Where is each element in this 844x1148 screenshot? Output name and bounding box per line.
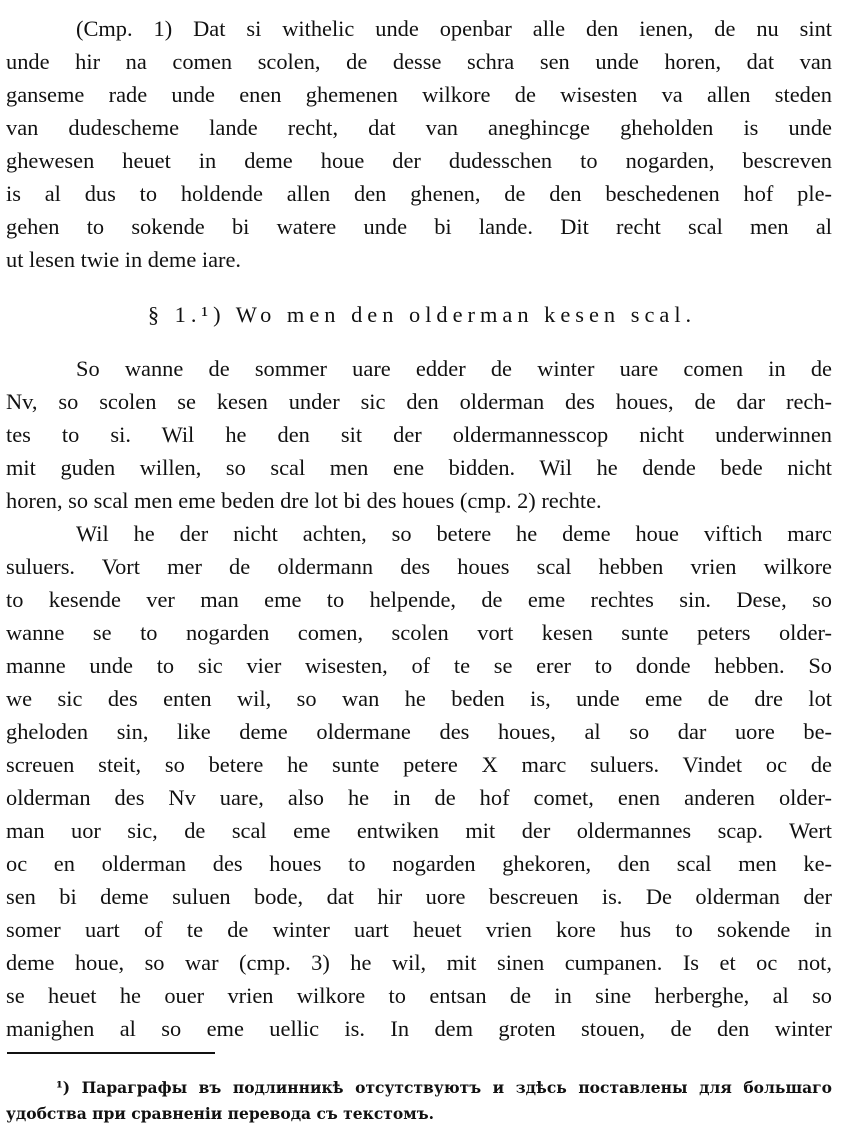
body-line: unde hir na comen scolen, de desse schra sen unde horen, dat van	[6, 49, 832, 74]
body-line: van dudescheme lande recht, dat van aneghincge gheholden is unde	[6, 115, 832, 140]
paragraph-line: somer uart of te de winter uart heuet vrien kore hus to sokende in	[6, 917, 832, 942]
body-line: ganseme rade unde enen ghemenen wilkore de wisesten va allen steden	[6, 82, 832, 107]
section-heading: § 1.¹) Wo men den olderman kesen scal.	[147, 302, 697, 327]
paragraph-line: manne unde to sic vier wisesten, of te se erer to donde hebben. So	[6, 653, 832, 678]
body-line: (Cmp. 1) Dat si withelic unde openbar alle den ienen, de nu sint	[76, 16, 832, 41]
paragraph-line: man uor sic, de scal eme entwiken mit der oldermannes scap. Wert	[6, 818, 832, 843]
paragraph-line: olderman des Nv uare, also he in de hof comet, enen anderen older-	[6, 785, 832, 810]
body-line: gehen to sokende bi watere unde bi lande. Dit recht scal men al	[6, 214, 832, 239]
body-line: is al dus to holdende allen den ghenen, de den beschedenen hof ple-	[6, 181, 832, 206]
paragraph-line: deme houe, so war (cmp. 3) he wil, mit sinen cumpanen. Is et oc not,	[6, 950, 832, 975]
footnote-line: ¹) Параграфы въ подлинникѣ отсутствуютъ и здѣсь поставлены для большаго	[56, 1078, 832, 1097]
body-line: ut lesen twie in deme iare.	[6, 247, 242, 272]
paragraph-line: wanne se to nogarden comen, scolen vort kesen sunte peters older-	[6, 620, 832, 645]
body-line: ghewesen heuet in deme houe der dudesschen to nogarden, bescreven	[6, 148, 832, 173]
paragraph-line: tes to si. Wil he den sit der oldermannesscop nicht underwinnen	[6, 422, 832, 447]
paragraph-line: oc en olderman des houes to nogarden ghekoren, den scal men ke-	[6, 851, 832, 876]
paragraph-line: to kesende ver man eme to helpende, de eme rechtes sin. Dese, so	[6, 587, 832, 612]
paragraph-line: suluers. Vort mer de oldermann des houes scal hebben vrien wilkore	[6, 554, 832, 579]
paragraph-line: we sic des enten wil, so wan he beden is, unde eme de dre lot	[6, 686, 832, 711]
paragraph-line: manighen al so eme uellic is. In dem groten stouen, de den winter	[6, 1016, 832, 1041]
footnote-rule	[7, 1052, 215, 1054]
paragraph-line: horen, so scal men eme beden dre lot bi des houes (cmp. 2) rechte.	[6, 488, 602, 513]
paragraph-line: screuen steit, so betere he sunte petere X marc suluers. Vindet oc de	[6, 752, 832, 777]
paragraph-line: Nv, so scolen se kesen under sic den olderman des houes, de dar rech-	[6, 389, 832, 414]
paragraph-line: So wanne de sommer uare edder de winter uare comen in de	[76, 356, 832, 381]
paragraph-line: Wil he der nicht achten, so betere he deme houe viftich marc	[76, 521, 832, 546]
paragraph-line: gheloden sin, like deme oldermane des houes, al so dar uore be-	[6, 719, 832, 744]
footnote-line: удобства при сравненіи перевода съ текстомъ.	[6, 1104, 434, 1123]
paragraph-line: sen bi deme suluen bode, dat hir uore bescreuen is. De olderman der	[6, 884, 832, 909]
paragraph-line: mit guden willen, so scal men ene bidden. Wil he dende bede nicht	[6, 455, 832, 480]
paragraph-line: se heuet he ouer vrien wilkore to entsan de in sine herberghe, al so	[6, 983, 832, 1008]
